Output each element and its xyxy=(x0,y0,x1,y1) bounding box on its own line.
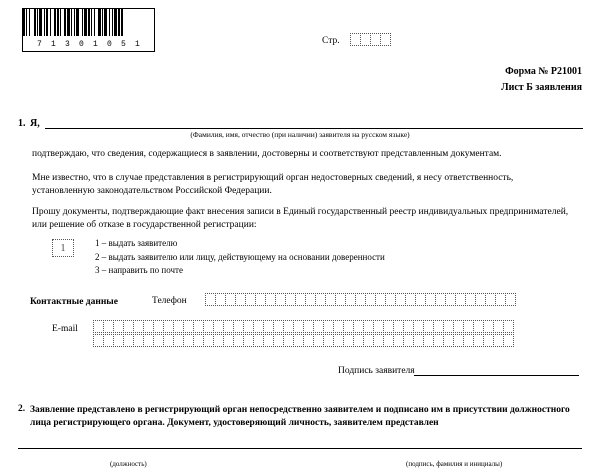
applicant-name-caption: (Фамилия, имя, отчество (при наличии) заявителя на русском языке) xyxy=(190,130,410,139)
official-signature-field[interactable] xyxy=(18,448,582,449)
page-number-label: Стр. xyxy=(322,36,340,46)
email-label: E-mail xyxy=(52,324,78,334)
sheet-title: Лист Б заявления xyxy=(501,82,582,93)
phone-label: Телефон xyxy=(152,296,187,306)
barcode-digits: 7 1 3 0 1 0 5 1 xyxy=(36,40,142,49)
applicant-name-field[interactable] xyxy=(45,128,583,129)
barcode-image xyxy=(22,8,157,36)
signature-label: Подпись заявителя xyxy=(338,366,415,376)
item-1-number: 1. xyxy=(18,118,26,129)
email-input-row-2[interactable] xyxy=(93,334,513,347)
delivery-option-1[interactable]: 1 – выдать заявителю xyxy=(95,238,178,248)
item-2-text: Заявление представлено в регистрирующий орган непосредственно заявителем и подписано им в присутствии должностного лица регистрирующего органа. Документ, удостоверяющий личность, заявителем представлен xyxy=(30,405,570,428)
page-number-input[interactable] xyxy=(350,33,390,46)
delivery-method-input[interactable]: 1 xyxy=(52,239,74,257)
email-input-row-1[interactable] xyxy=(93,320,513,333)
signature-name-caption: (подпись, фамилия и инициалы) xyxy=(406,460,503,468)
input-cell[interactable] xyxy=(380,33,391,46)
form-number: Форма № Р21001 xyxy=(505,66,582,77)
contact-data-title: Контактные данные xyxy=(30,297,118,307)
position-caption: (должность) xyxy=(110,460,147,468)
delivery-option-3[interactable]: 3 – направить по почте xyxy=(95,265,183,275)
item-1-label: Я, xyxy=(30,118,40,129)
liability-paragraph: Мне известно, что в случае представления в регистрирующий орган недостоверных сведений, я несу ответственность, установленную законодательством Российской Федерации. xyxy=(32,173,514,196)
delivery-method-options xyxy=(95,237,385,278)
confirmation-paragraph: подтверждаю, что сведения, содержащиеся в заявлении, достоверны и соответствуют представленным документам. xyxy=(32,149,502,159)
signature-field[interactable] xyxy=(414,375,579,376)
input-cell[interactable] xyxy=(503,334,514,347)
delivery-request-paragraph: Прошу документы, подтверждающие факт внесения записи в Единый государственный реестр индивидуальных предпринимателей, или решение об отказе в государственной регистрации: xyxy=(32,207,569,230)
item-2-number: 2. xyxy=(18,404,26,414)
input-cell[interactable] xyxy=(505,293,516,306)
phone-input[interactable] xyxy=(205,293,515,306)
barcode-block xyxy=(22,8,157,49)
delivery-option-2[interactable]: 2 – выдать заявителю или лицу, действующему на основании доверенности xyxy=(95,251,385,262)
input-cell[interactable] xyxy=(503,320,514,333)
